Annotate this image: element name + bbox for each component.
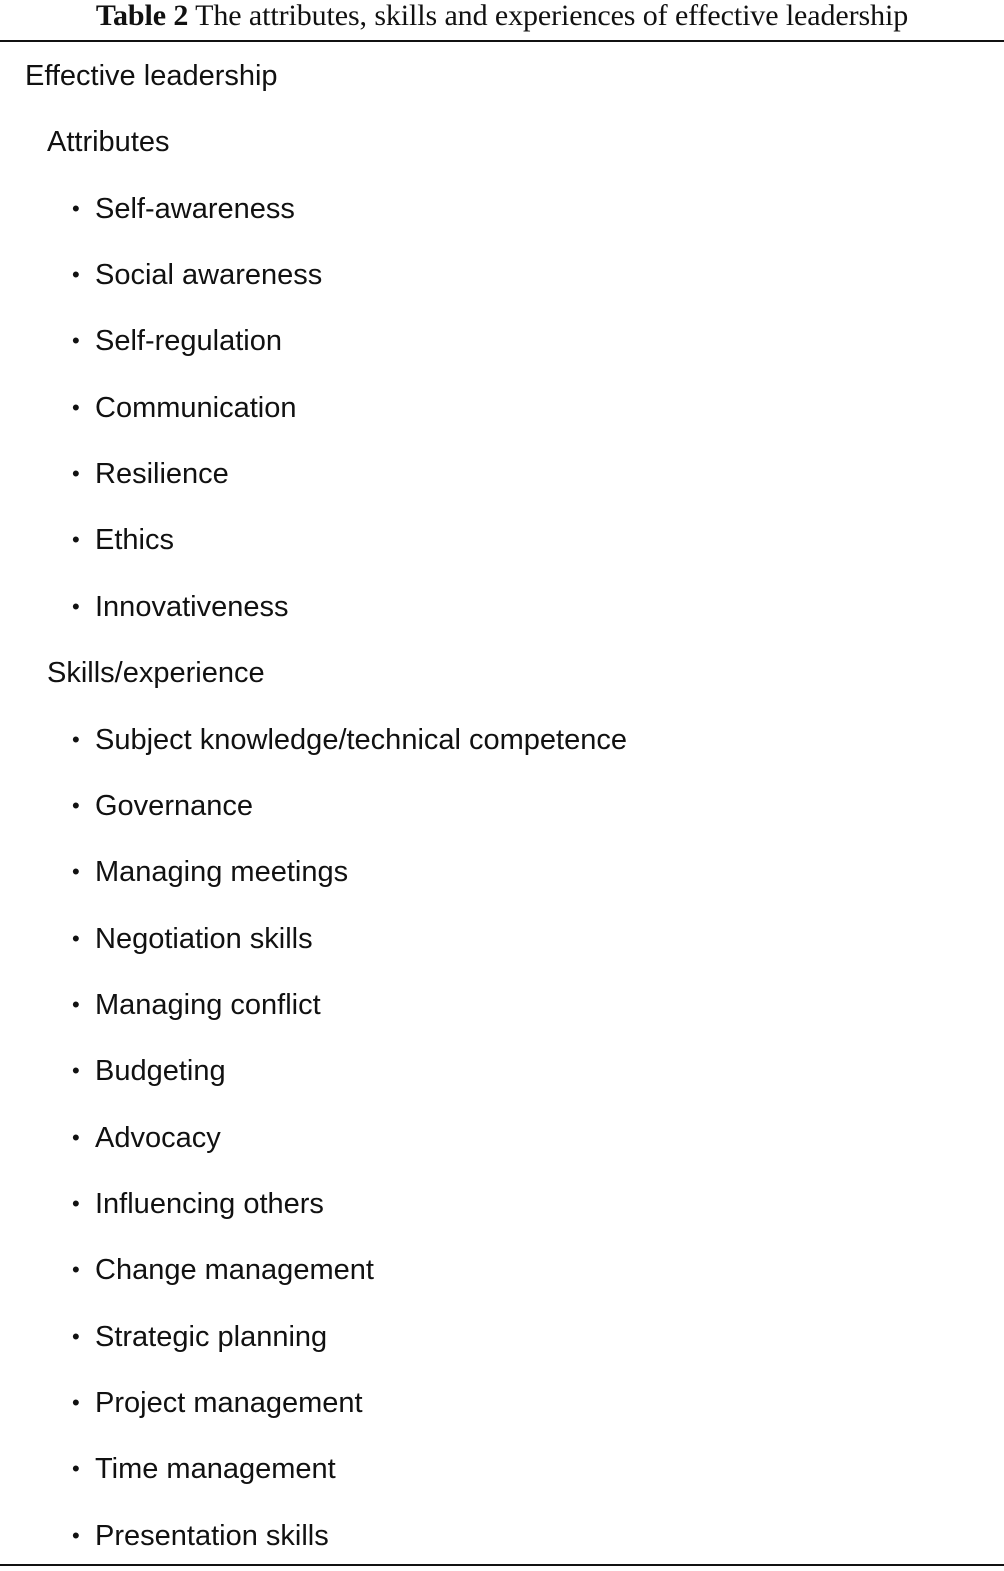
- bullet-icon: •: [72, 726, 80, 752]
- bottom-rule: [0, 1564, 1004, 1566]
- list-item: [72, 1250, 374, 1290]
- list-item-label: Ethics: [95, 524, 174, 557]
- table-title: The attributes, skills and experiences of effective leadership: [195, 0, 909, 32]
- list-item: [72, 587, 288, 627]
- list-item: [72, 454, 229, 494]
- bullet-icon: •: [72, 394, 80, 420]
- bullet-icon: •: [72, 991, 80, 1017]
- bullet-icon: •: [72, 1456, 80, 1482]
- list-item-label: Budgeting: [95, 1055, 226, 1088]
- list-item: [72, 1051, 226, 1091]
- list-item-label: Managing conflict: [95, 988, 321, 1021]
- bullet-icon: •: [72, 1390, 80, 1415]
- bullet-icon: •: [72, 461, 80, 487]
- list-item-label: Advocacy: [95, 1121, 221, 1154]
- list-item-label: Negotiation skills: [95, 922, 313, 955]
- list-item: [72, 1184, 324, 1224]
- top-rule: [0, 40, 1004, 42]
- list-item-label: Self-regulation: [95, 325, 282, 358]
- list-item-label: Subject knowledge/technical competence: [95, 723, 627, 756]
- list-item: [72, 852, 348, 892]
- bullet-icon: •: [72, 527, 80, 553]
- bullet-icon: •: [72, 1124, 80, 1150]
- bullet-icon: •: [72, 593, 80, 619]
- list-item: [72, 1449, 336, 1489]
- bullet-icon: •: [72, 328, 80, 354]
- list-item-label: Project management: [95, 1387, 363, 1419]
- bullet-icon: •: [72, 195, 80, 221]
- table-label: Table 2: [95, 0, 189, 32]
- list-item: [72, 321, 282, 361]
- bullet-icon: •: [72, 1190, 80, 1216]
- table-heading: Effective leadership: [25, 60, 278, 92]
- list-item: [72, 1118, 221, 1158]
- list-item: [72, 388, 296, 428]
- bullet-icon: •: [72, 1522, 80, 1548]
- group-heading: Skills/experience: [47, 657, 265, 690]
- list-item-label: Self-awareness: [95, 192, 295, 225]
- table-caption: [0, 0, 1004, 42]
- bullet-icon: •: [72, 1058, 80, 1084]
- list-item-label: Strategic planning: [95, 1320, 328, 1353]
- bullet-icon: •: [72, 262, 80, 287]
- bullet-icon: •: [72, 792, 80, 818]
- list-item: [72, 1317, 327, 1357]
- group-heading: Attributes: [47, 126, 170, 159]
- list-item: [72, 786, 253, 826]
- bullet-icon: •: [72, 1323, 80, 1349]
- list-item-label: Managing meetings: [95, 856, 349, 889]
- list-item-label: Communication: [95, 391, 297, 424]
- list-item-label: Time management: [95, 1453, 336, 1486]
- list-item-label: Change management: [95, 1254, 374, 1287]
- list-item: [72, 520, 174, 560]
- list-item: [72, 1516, 329, 1556]
- list-item-label: Influencing others: [95, 1187, 324, 1220]
- bullet-icon: •: [72, 1257, 80, 1283]
- list-item-label: Governance: [95, 789, 253, 822]
- bullet-icon: •: [72, 925, 80, 951]
- list-item: [72, 985, 321, 1025]
- list-item: [72, 189, 295, 229]
- list-item-label: Social awareness: [95, 259, 323, 291]
- list-item: [72, 255, 322, 295]
- list-item-label: Presentation skills: [95, 1519, 329, 1552]
- list-item: [72, 720, 627, 760]
- bullet-icon: •: [72, 859, 80, 885]
- list-item-label: Innovativeness: [95, 590, 289, 623]
- list-item-label: Resilience: [95, 458, 229, 491]
- list-item: [72, 1383, 363, 1423]
- list-item: [72, 919, 313, 959]
